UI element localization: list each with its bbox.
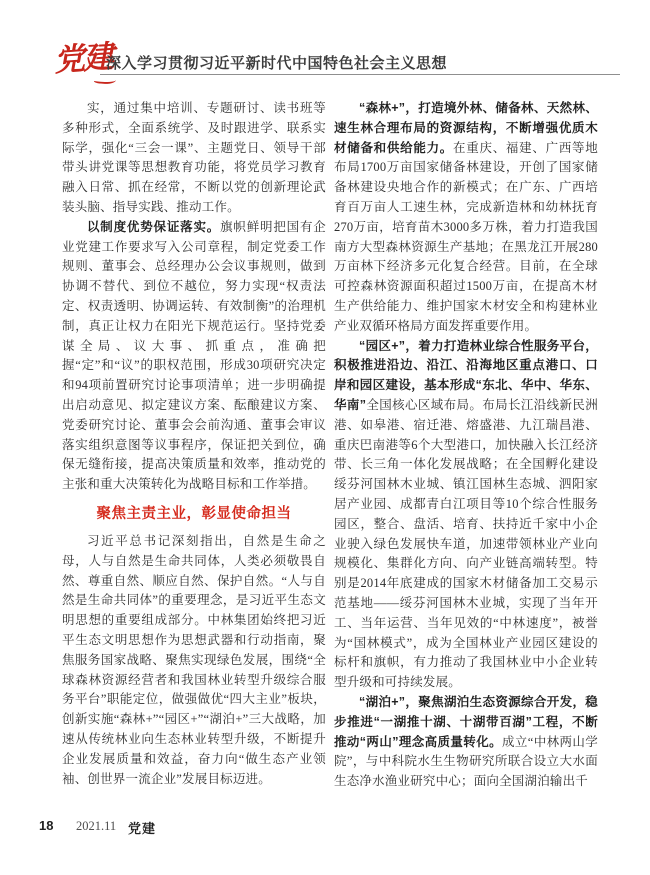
paragraph-lead-bold: “园区+”，着力打造林业综合性服务平台，积极推进沿边、沿江、沿海地区重点港口、口岸和园区建设，基本形成“东北、华中、华东、华南” [334,338,598,412]
paragraph-text: 全国核心区域布局。布局长江沿线新民洲港、如皋港、宿迁港、熔盛港、九江瑞昌港、重庆巴南港等6个大型港口，加快融入长江经济带、长三角一体化发展战略；在全国孵化建设绥芬河国林木业城、镇江国林生态城、泗阳家居产业园、成都青白江项目等10个综合性服务园区，整合、盘活、培育、扶持近千家中小企业驶入绿色发展快车道，加速带领林业产业向规模化、集群化方向、向产业链高端转型。特别是2014年底建成的国家木材储备加工交易示范基地——绥芬河国林木业城，实现了当年开工、当年运营、当年见效的“中林速度”，被誉为“国林模式”，成为全国林业产业园区建设的标杆和旗帜，有力推动了我国林业中小企业转型升级和可持续发展。 [334,397,598,690]
page-header [0,0,650,95]
header-divider-line [100,74,620,75]
paragraph [62,99,326,218]
page-number: 18 [39,818,54,833]
paragraph-lead-bold: 以制度优势保证落实。 [87,219,221,234]
section-heading: 聚焦主责主业，彰显使命担当 [96,505,292,522]
paragraph-text: 成立“中林两山学院”，与中科院水生生物研究所联合设立大水面生态净水渔业研究中心；面向全国湖泊输出千 [334,734,598,789]
paragraph-text: 旗帜鲜明把国有企业党建工作要求写入公司章程，制定党委工作规则、董事会、总经理办公会议事规则，做到协调不替代、到位不越位，努力实现“权责法定、权责透明、协调运转、有效制衡”的治理机制，真正让权力在阳光下规范运行。坚持党委谋全局、议大事、抓重点，准确把握“定”和“议”的职权范围，形成30项研究决定和94项前置研究讨论事项清单；进一步明确提出启动意见、拟定建议方案、酝酿建议方案、党委研究讨论、董事会会前沟通、董事会审议落实组织意图等议事程序，保证把关到位，确保无缝衔接，提高决策质量和效率，推动党的主张和重大决策转化为战略目标和工作举措。 [62,219,326,492]
left-column [62,99,326,792]
issue-number: 2021.11 [76,819,117,833]
paragraph [334,99,598,337]
paragraph-text: 实，通过集中培训、专题研讨、读书班等多种形式，全面系统学、及时跟进学、联系实际学，强化“三会一课”、主题党日、领导干部带头讲党课等思想教育功能，将党员学习教育融入日常、抓在经常，不断以党的创新理论武装头脑、指导实践、推动工作。 [62,101,326,214]
magazine-name: 党建 [128,821,157,836]
article-body [62,99,598,792]
page-footer [0,818,650,842]
paragraph-lead-bold: “森林+”，打造境外林、储备林、天然林、速生林合理布局的资源结构，不断增强优质木材储备和供给能力。 [334,101,598,155]
paragraph [62,218,326,495]
header-theme-title: 深入学习贯彻习近平新时代中国特色社会主义思想 [106,55,448,72]
paragraph [62,532,326,789]
paragraph [334,693,598,792]
paragraph [334,337,598,693]
right-column [334,99,598,792]
paragraph-text: 在重庆、福建、广西等地布局1700万亩国家储备林建设，开创了国家储备林建设央地合作的新模式；在广东、广西培育百万亩人工速生林，完成新造林和幼林抚育270万亩，培育苗木3000多万株，着力打造我国南方大型森林资源生产基地；在黑龙江开展280万亩林下经济多元化复合经营。目前，在全球可控森林资源面积超过1500万亩，在提高木材生产供给能力、维护国家木材安全和构建林业产业双循环格局方面发挥重要作用。 [334,140,598,333]
magazine-logo: 党建 [52,39,114,79]
logo-swash-decoration [94,75,117,85]
paragraph-lead-bold: “湖泊+”，聚焦湖泊生态资源综合开发，稳步推进“一湖推十湖、十湖带百湖”工程，不断推动“两山”理念高质量转化。 [334,694,598,749]
paragraph-text: 习近平总书记深刻指出，自然是生命之母，人与自然是生命共同体，人类必须敬畏自然、尊重自然、顺应自然、保护自然。“人与自然是生命共同体”的重要理念，是习近平生态文明思想的重要组成部分。中林集团始终把习近平生态文明思想作为思想武器和行动指南，聚焦服务国家战略、聚焦实现绿色发展，围绕“全球森林资源经营者和我国林业转型升级综合服务平台”职能定位，做强做优“四大主业”板块，创新实施“森林+”“园区+”“湖泊+”三大战略，加速从传统林业向生态林业转型升级，不断提升企业发展质量和效益，奋力向“做生态产业领袖、创世界一流企业”发展目标迈进。 [62,533,326,786]
